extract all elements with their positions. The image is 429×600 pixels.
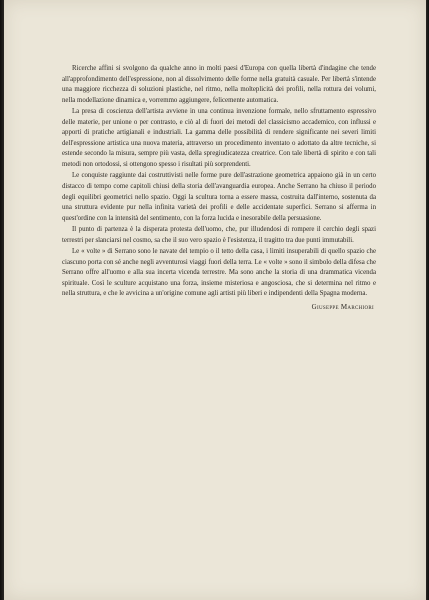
- paragraph: La presa di coscienza dell'artista avviene in una continua invenzione formale, nello sfruttamento espressivo delle materie, per unione o per contrasto, e ciò al di fuori dei metodi del classicismo accademico, con influssi e apporti di pratiche artigianali e industriali. La gamma delle possibilità di rendere significante nei severi limiti dell'espressione artistica una nuova materia, attraverso un procedimento inventato o adottato da altre tecniche, si estende secondo la misura, sempre più vasta, della spregiudicatezza creatrice. Con tale libertà di spirito e con tali metodi non ortodossi, si ottengono spesso i risultati più sorprendenti.: [62, 108, 376, 168]
- paragraph: Ricerche affini si svolgono da qualche anno in molti paesi d'Europa con quella libertà d'indagine che tende all'approfondimento dell'espressione, non al dissolvimento delle forme nella gratuità casuale. Per libertà s'intende una maggiore ricchezza di soluzioni plastiche, nel ritmo, nella molteplicità dei profili, nella rottura dei volumi, nella modellazione dinamica e, vorremmo aggiungere, felicemente automatica.: [62, 65, 376, 104]
- paragraph: Le conquiste raggiunte dai costruttivisti nelle forme pure dell'astrazione geometrica appaiono già in un certo distacco di tempo come capitoli chiusi della storia dell'avanguardia europea. Anche Serrano ha chiuso il periodo degli equilibri geometrici nello spazio. Oggi la scultura torna a essere massa, costruita dall'interno, sostenuta da una struttura evidente pur nella infinita varietà dei profili e delle accidentate superfici. Serrano si afferma in quest'ordine con la intensità del sentimento, con la forza lucida e inesorabile della persuasione.: [62, 172, 376, 222]
- paragraph: Le « volte » di Serrano sono le navate del tempio o il tetto della casa, i limiti insuperabili di quello spazio che ciascuno porta con sé anche negli avventurosi viaggi fuori della terra. Le « volte » sono il simbolo della difesa che Serrano offre all'uomo e alla sua incerta vicenda terrestre. Ma sono anche la storia di una drammatica vicenda spirituale. Così le sculture acquistano una forza, insieme misteriosa e angosciosa, che si determina nel ritmo e nella struttura, e che le avvicina a un'origine comune agli artisti più liberi e indipendenti della Spagna moderna.: [62, 248, 376, 298]
- essay-text: [62, 64, 376, 313]
- author-signature: Giuseppe Marchiori: [311, 303, 374, 312]
- paragraph: Il punto di partenza è la disperata protesta dell'uomo, che, pur illudendosi di rompere il cerchio degli spazi terrestri per slanciarsi nel cosmo, sa che il suo vero spazio è l'esistenza, il tragitto tra due punti immutabili.: [62, 226, 376, 244]
- page-sheet: [4, 0, 426, 600]
